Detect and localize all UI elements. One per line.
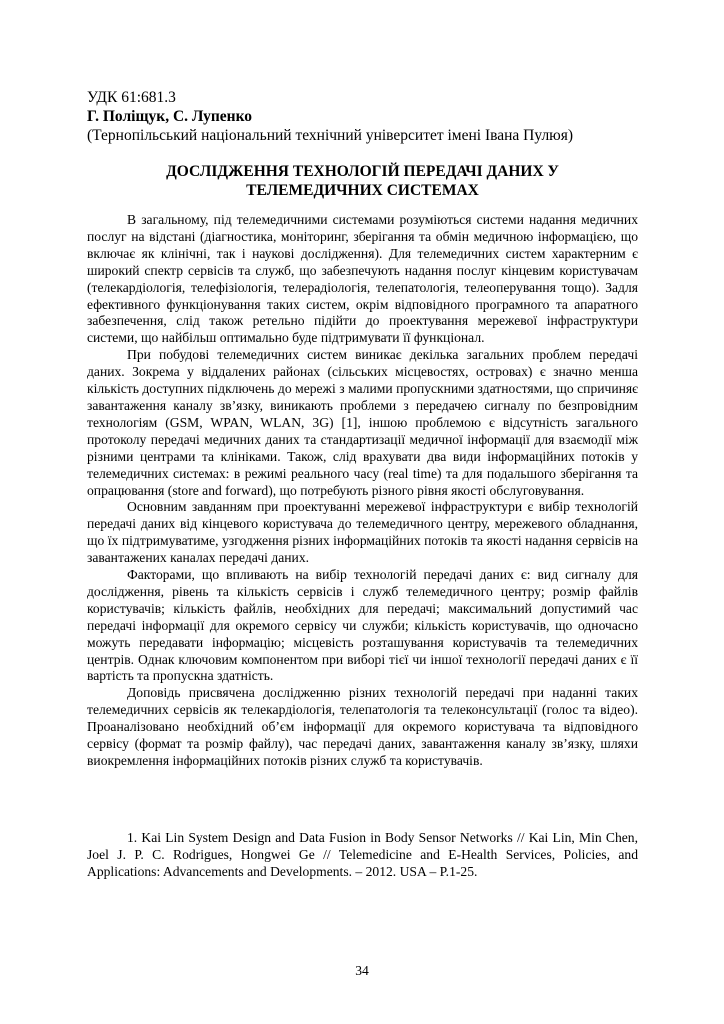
article-body bbox=[87, 212, 638, 770]
reference-item: 1. Kai Lin System Design and Data Fusion in Body Sensor Networks // Kai Lin, Min Chen, Joel J. P. C. Rodrigues, Hongwei Ge // Telemedicine and E-Health Services, Policies, and Applications: Advancements and Developments. – 2012. USA – P.1-25. bbox=[87, 830, 638, 879]
paragraph: Факторами, що впливають на вибір технологій передачі даних є: вид сигналу для дослідження, рівень та кількість сервісів і служб телемедичного центру; розмір файлів користувачів; кількість файлів, необхідних для передачі; максимальний допустимий час передачі інформації для окремого сервісу чи служби; кількість користувачів, що одночасно можуть передавати інформацію; місцевість розташування користувачів та телемедичних центрів. Однак ключовим компонентом при виборі тієї чи іншої технології передачі даних є її вартість та пропускна здатність. bbox=[87, 567, 638, 684]
title-line-1: ДОСЛІДЖЕННЯ ТЕХНОЛОГІЙ ПЕРЕДАЧІ ДАНИХ У bbox=[166, 163, 559, 180]
article-header bbox=[87, 88, 647, 145]
article-title bbox=[87, 162, 638, 200]
page-number: 34 bbox=[355, 963, 369, 978]
paragraph: Основним завданням при проектуванні мережевої інфраструктури є вибір технологій передачі даних від кінцевого користувача до телемедичного центру, мережевого обладнання, що їх підтримуватиме, узгодження різних інформаційних потоків та якості надання сервісів на завантажених каналах передачі даних. bbox=[87, 499, 638, 566]
title-line-2: ТЕЛЕМЕДИЧНИХ СИСТЕМАХ bbox=[246, 182, 479, 199]
paragraph: В загальному, під телемедичними системами розуміються системи надання медичних послуг на відстані (діагностика, моніторинг, зберігання та обмін медичною інформацією, що включає як клінічні, так і наукові дослідження). Для телемедичних систем характерним є широкий спектр сервісів та служб, що забезпечують надання послуг кінцевим користувачам (телекардіологія, телефізіологія, телерадіологія, телепатологія, телеоперування тощо). Задля ефективного функціонування таких систем, окрім відповідного програмного та апаратного забезпечення, слід також ретельно підійти до проектування мережевої інфраструктури системи, що найбільш оптимально буде підтримувати її функціонал. bbox=[87, 212, 638, 346]
affiliation: (Тернопільський національний технічний університет імені Івана Пулюя) bbox=[87, 127, 574, 144]
paragraph: При побудові телемедичних систем виникає декілька загальних проблем передачі даних. Зокрема у віддалених районах (сільських місцевостях, островах) є значно менша кількість доступних підключень до мережі з малими пропускними здатностями, що спричиняє завантаження каналу зв’язку, виникають проблеми з передачею сигналу по безпровідним технологіям (GSM, WPAN, WLAN, 3G) [1], іншою проблемою є відсутність загального протоколу передачі медичних даних та стандартизації медичної інформації для взаємодії між різними центрами та клініками. Також, слід врахувати два види інформаційних потоків у телемедичних системах: в режимі реального часу (real time) та для подальшого зберігання та опрацювання (store and forward), що потребують різного рівня якості обслуговування. bbox=[87, 347, 638, 498]
paragraph: Доповідь присвячена дослідженню різних технологій передачі при наданні таких телемедичних сервісів як телекардіологія, телепатологія та телеконсультації (голос та відео). Проаналізовано необхідний об’єм інформації для окремого користувача та відповідного сервісу (формат та розмір файлу), час передачі даних, завантаження каналу зв’язку, шляхи виокремлення інформаційних потоків різних служб та користувачів. bbox=[87, 685, 638, 768]
authors: Г. Поліщук, С. Лупенко bbox=[87, 108, 253, 125]
udc-code: УДК 61:681.3 bbox=[87, 89, 176, 106]
